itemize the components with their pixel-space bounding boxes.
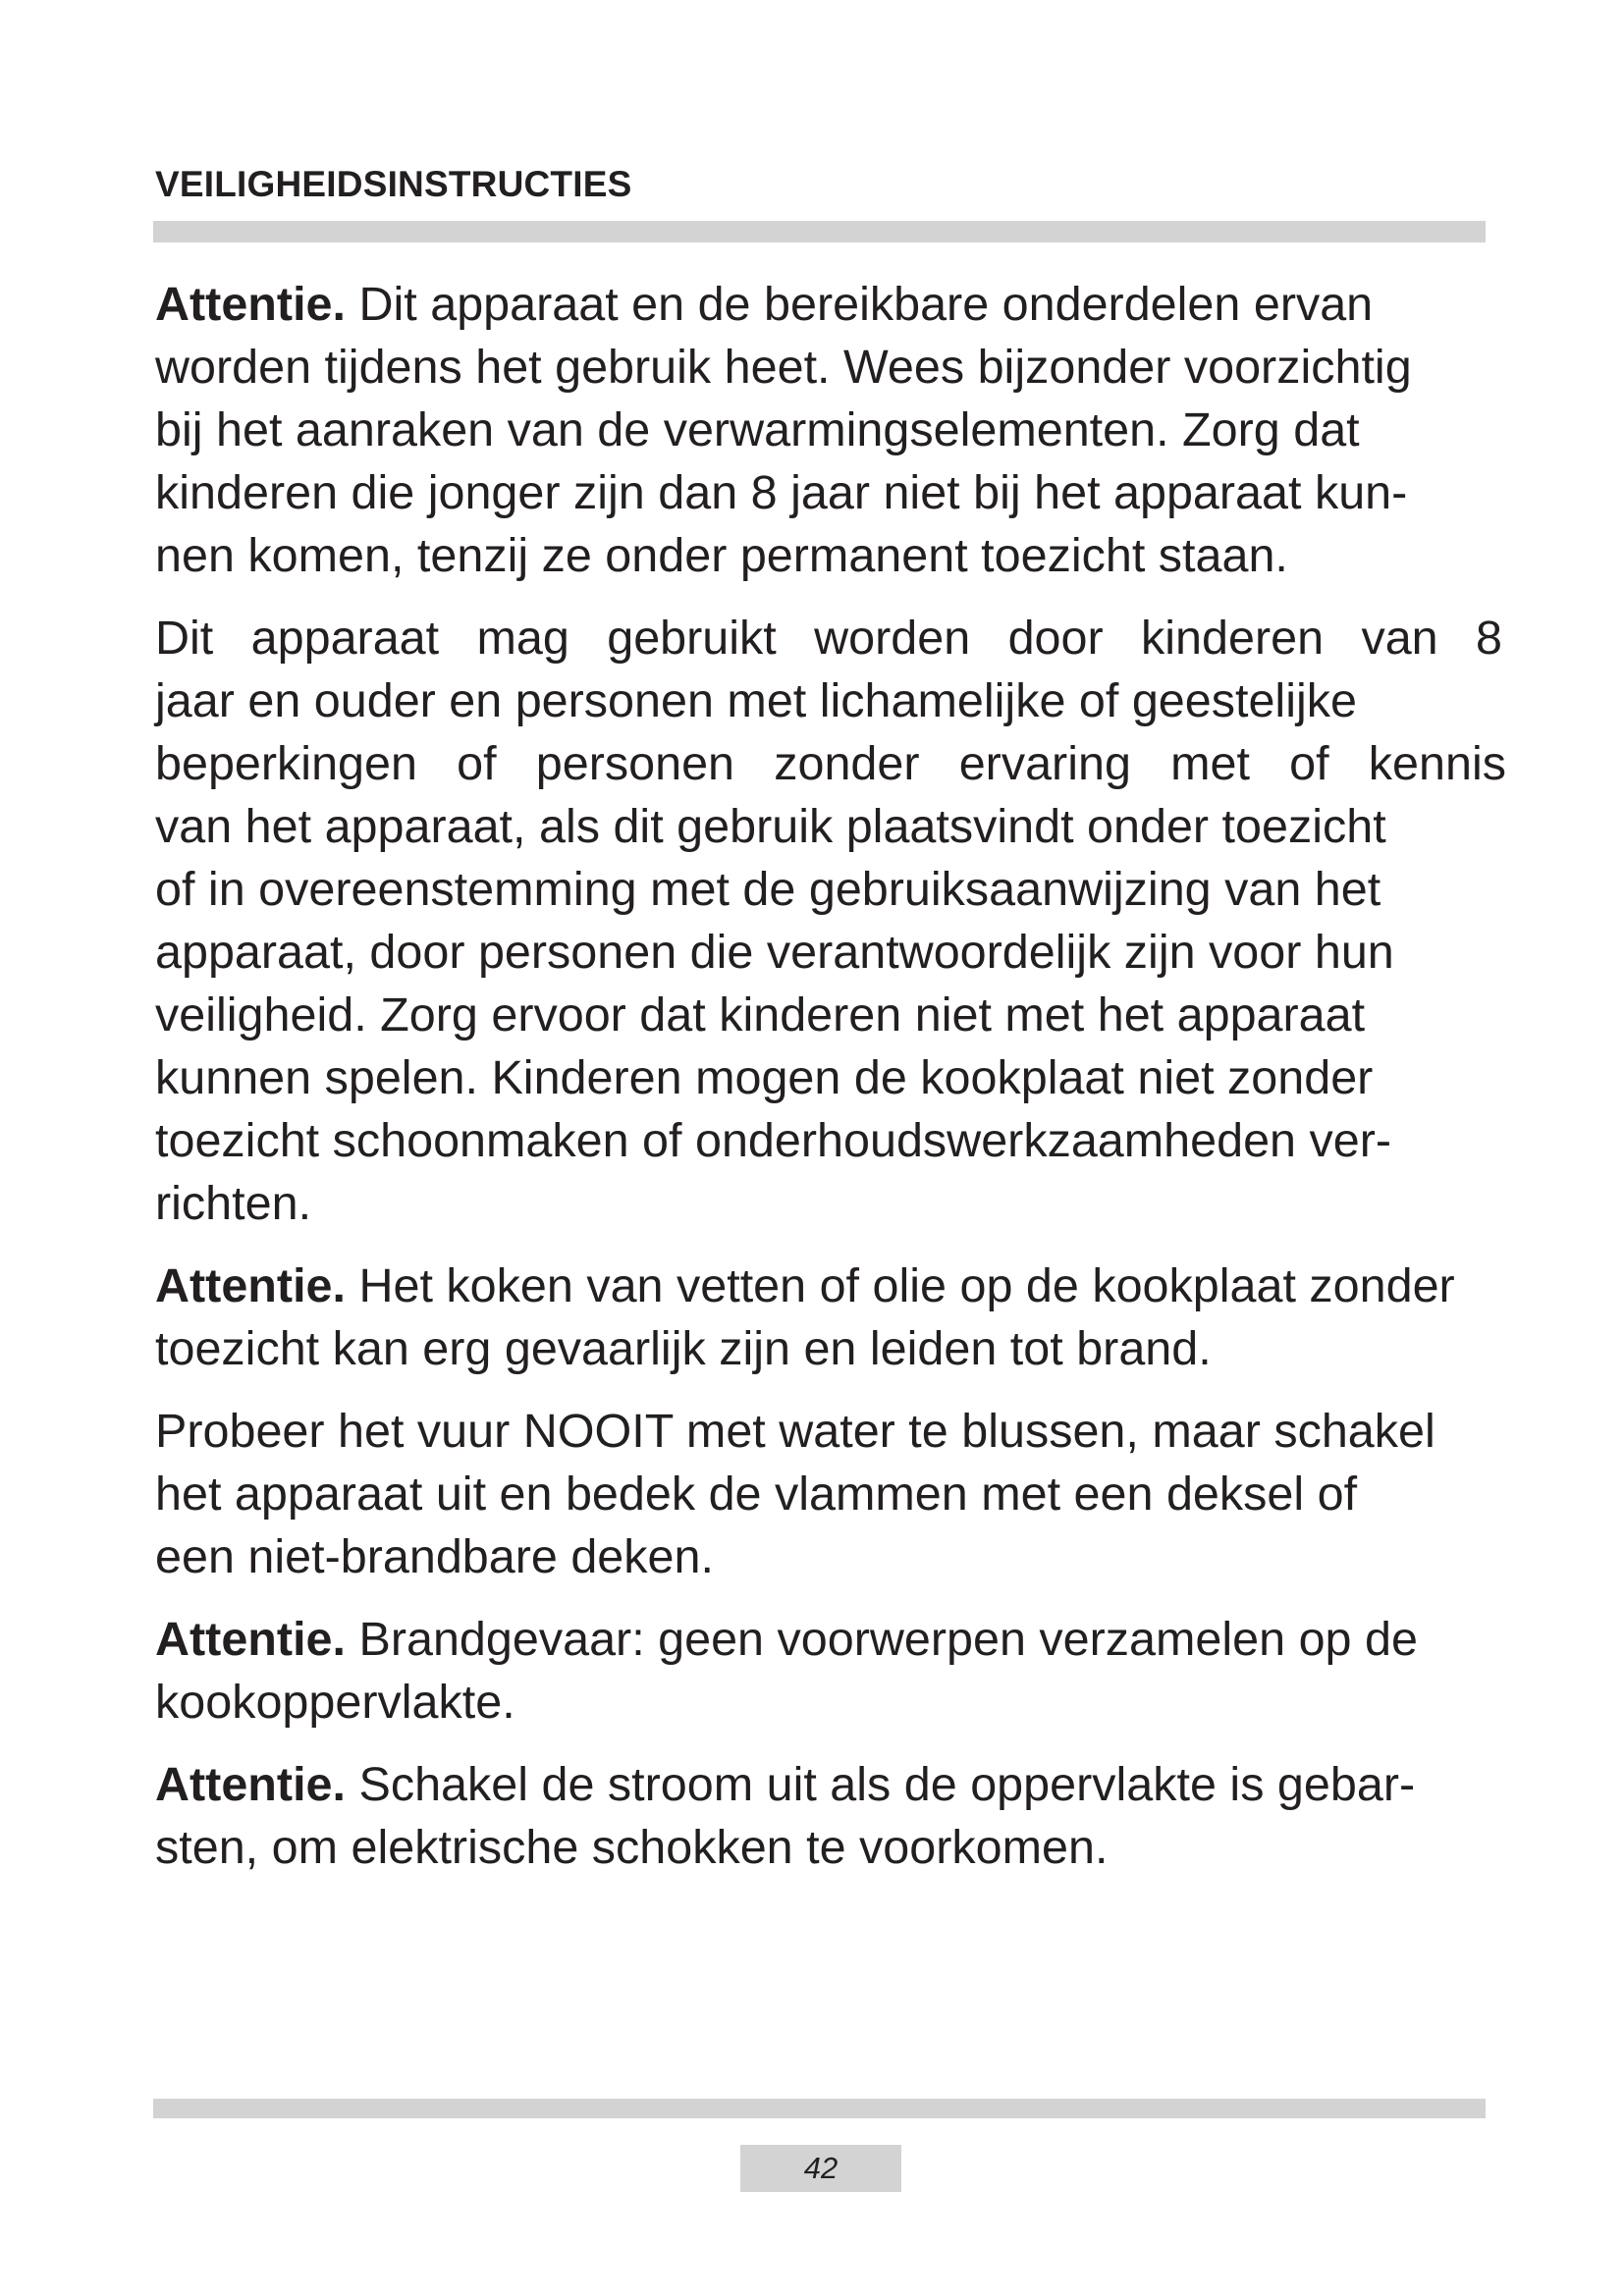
attention-label: Attentie. [155,1758,346,1811]
text-line: kunnen spelen. Kinderen mogen de kookplaat niet zonder [155,1051,1374,1104]
paragraph-fire-extinguish [155,1400,1530,1588]
text-line: worden tijdens het gebruik heet. Wees bijzonder voorzichtig [155,341,1412,394]
text-line: het apparaat uit en bedek de vlammen met een deksel of [155,1468,1358,1521]
text-line: jaar en ouder en personen met lichamelijke of geestelijke [155,674,1357,727]
text-line: richten. [155,1177,312,1230]
paragraph-attention-fat-oil [155,1255,1530,1380]
text-line: Attentie. Schakel de stroom uit als de oppervlakte is gebar- [155,1758,1416,1811]
paragraph-attention-hot-parts [155,273,1530,587]
text-line: toezicht kan erg gevaarlijk zijn en leiden tot brand. [155,1322,1212,1375]
attention-label: Attentie. [155,1613,346,1666]
footer-divider [153,2099,1486,2118]
paragraph-attention-fire-hazard [155,1608,1530,1734]
text-line: apparaat, door personen die verantwoordelijk zijn voor hun [155,926,1394,979]
section-title: VEILIGHEIDSINSTRUCTIES [155,164,632,204]
paragraph-attention-cracked-surface [155,1753,1530,1879]
instructions-body [155,273,1530,1898]
text-line: kinderen die jonger zijn dan 8 jaar niet bij het apparaat kun- [155,466,1408,519]
text-line: nen komen, tenzij ze onder permanent toezicht staan. [155,529,1288,582]
text-line: Attentie. Brandgevaar: geen voorwerpen verzamelen op de [155,1613,1418,1666]
text-line: veiligheid. Zorg ervoor dat kinderen niet met het apparaat [155,988,1366,1041]
text-line: of in overeenstemming met de gebruiksaanwijzing van het [155,863,1381,916]
text-line: Attentie. Dit apparaat en de bereikbare onderdelen ervan [155,278,1374,331]
text-line: kookoppervlakte. [155,1676,515,1729]
paragraph-usage-by-children [155,607,1530,1235]
text-line: van het apparaat, als dit gebruik plaatsvindt onder toezicht [155,800,1386,853]
text-line: sten, om elektrische schokken te voorkomen. [155,1821,1109,1874]
text-line: beperkingen of personen zonder ervaring met of kennis [155,737,1506,790]
text-line: toezicht schoonmaken of onderhoudswerkzaamheden ver- [155,1114,1392,1167]
text-line: Dit apparaat mag gebruikt worden door kinderen van 8 [155,612,1502,665]
text-line: Probeer het vuur NOOIT met water te blussen, maar schakel [155,1405,1435,1458]
header-divider [153,221,1486,242]
attention-label: Attentie. [155,278,346,331]
page-number: 42 [740,2145,901,2192]
text-line: Attentie. Het koken van vetten of olie op de kookplaat zonder [155,1259,1455,1312]
attention-label: Attentie. [155,1259,346,1312]
text-line: een niet-brandbare deken. [155,1530,714,1583]
text-line: bij het aanraken van de verwarmingselementen. Zorg dat [155,403,1360,456]
